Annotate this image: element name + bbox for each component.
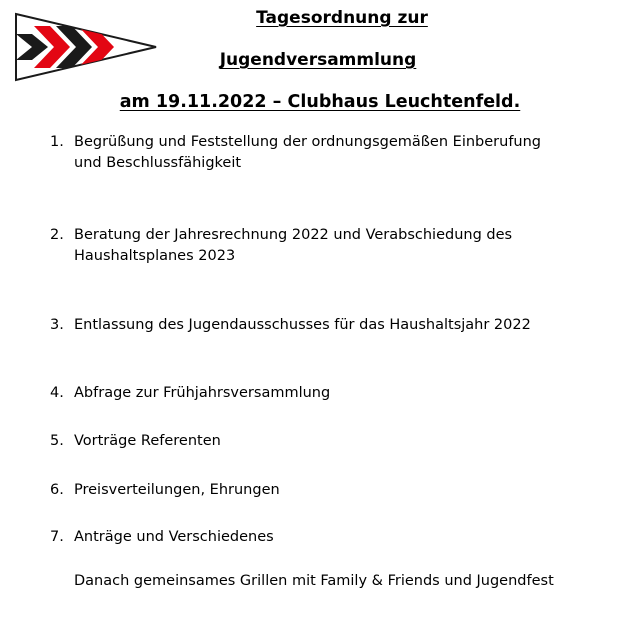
agenda-item-text: Entlassung des Jugendausschusses für das Haushaltsjahr 2022 bbox=[74, 317, 531, 333]
agenda-item-4 bbox=[44, 383, 624, 404]
agenda-item-text bbox=[74, 132, 624, 174]
closing-note: Danach gemeinsames Grillen mit Family & Friends und Jugendfest bbox=[74, 573, 554, 589]
agenda-item-7 bbox=[44, 527, 624, 548]
agenda-item-number: 1. bbox=[50, 134, 64, 150]
agenda-item-number: 7. bbox=[50, 529, 64, 545]
agenda-item-number: 2. bbox=[50, 227, 64, 243]
agenda-item-text: Vorträge Referenten bbox=[74, 433, 221, 449]
agenda-item-3 bbox=[44, 315, 624, 336]
agenda-item-number: 4. bbox=[50, 385, 64, 401]
agenda-item-2 bbox=[44, 225, 624, 267]
title-line-2: Jugendversammlung bbox=[219, 50, 417, 70]
agenda-item-5 bbox=[44, 431, 624, 452]
agenda-item-line: Haushaltsplanes 2023 bbox=[74, 248, 236, 264]
agenda-item-6 bbox=[44, 480, 624, 501]
title-line-1: Tagesordnung zur bbox=[256, 8, 428, 28]
agenda-item-text bbox=[74, 225, 624, 267]
agenda-item-line: Beratung der Jahresrechnung 2022 und Verabschiedung des bbox=[74, 227, 513, 243]
agenda-item-1 bbox=[44, 132, 624, 174]
title-line-3: am 19.11.2022 – Clubhaus Leuchtenfeld. bbox=[119, 92, 521, 112]
agenda-item-number: 3. bbox=[50, 317, 64, 333]
agenda-item-number: 5. bbox=[50, 433, 64, 449]
agenda-item-number: 6. bbox=[50, 482, 64, 498]
agenda-item-line: Begrüßung und Feststellung der ordnungsgemäßen Einberufung bbox=[74, 134, 542, 150]
agenda-item-text: Preisverteilungen, Ehrungen bbox=[74, 482, 280, 498]
agenda-item-text: Abfrage zur Frühjahrsversammlung bbox=[74, 385, 331, 401]
agenda-item-line: und Beschlussfähigkeit bbox=[74, 155, 242, 171]
agenda-item-text: Anträge und Verschiedenes bbox=[74, 529, 274, 545]
